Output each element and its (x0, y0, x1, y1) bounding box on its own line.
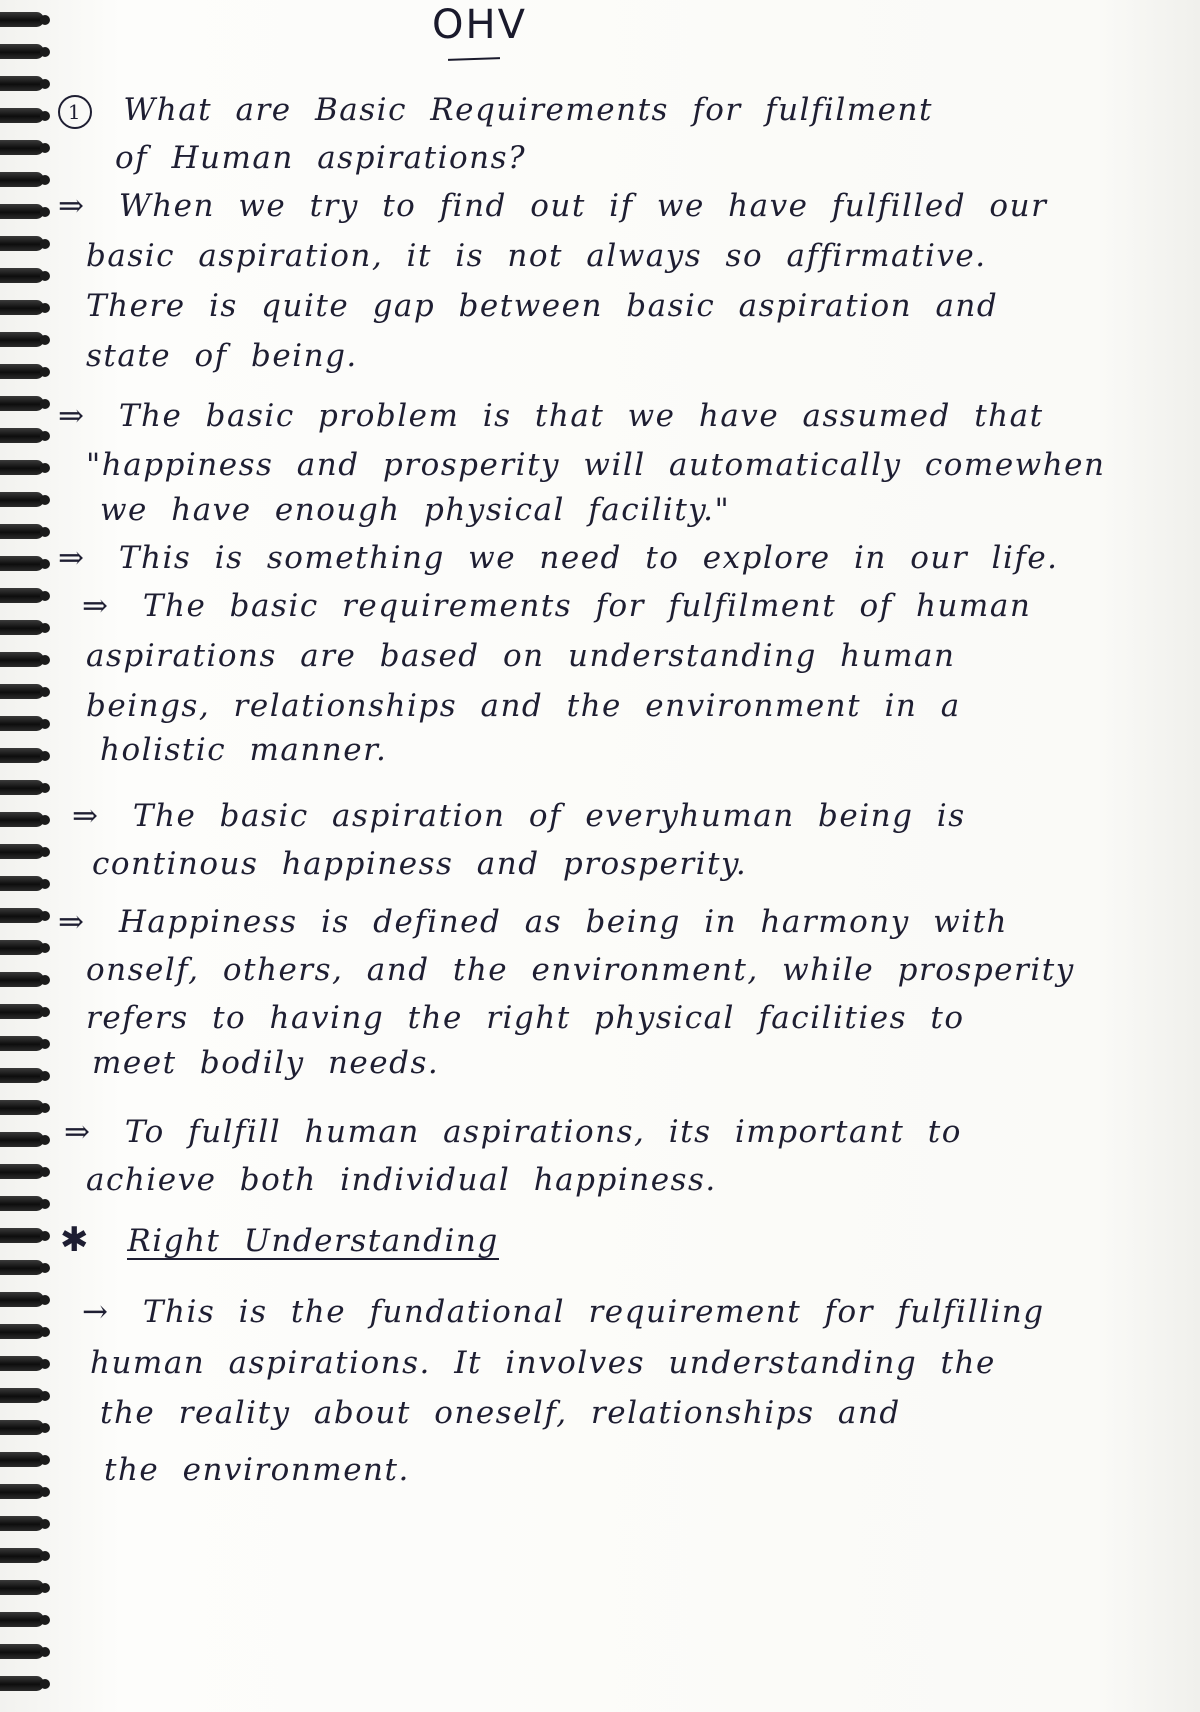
paragraph-text: This is something we need to explore in our life. (118, 540, 1059, 576)
spiral-ring (0, 716, 44, 731)
section-paragraph-line-3 (100, 1395, 901, 1431)
binding-hole (40, 271, 50, 281)
spiral-ring (0, 1260, 44, 1275)
binding-hole (40, 527, 50, 537)
paragraph-text: refers to having the right physical facilities to (86, 1000, 965, 1036)
paragraph-text: holistic manner. (100, 732, 388, 768)
spiral-ring (0, 1484, 44, 1499)
paragraph-text: The basic aspiration of everyhuman being is (132, 798, 966, 834)
spiral-ring (0, 1548, 44, 1563)
spiral-ring (0, 876, 44, 891)
binding-hole (40, 975, 50, 985)
spiral-ring (0, 1036, 44, 1051)
binding-hole (40, 559, 50, 569)
spiral-ring (0, 492, 44, 507)
spiral-ring (0, 364, 44, 379)
arrow-icon: ⇒ (58, 188, 86, 224)
spiral-ring (0, 1292, 44, 1307)
spiral-ring (0, 396, 44, 411)
binding-hole (40, 591, 50, 601)
binding-hole (40, 687, 50, 697)
arrow-icon: ⇒ (58, 398, 86, 434)
arrow-icon: ⇒ (64, 1114, 92, 1150)
spiral-ring (0, 940, 44, 955)
paragraph-text: beings, relationships and the environment in a (86, 688, 961, 724)
spiral-ring (0, 1612, 44, 1627)
binding-hole (40, 175, 50, 185)
paragraph-text: we have enough physical facility." (100, 492, 731, 528)
spiral-ring (0, 1228, 44, 1243)
question-number-badge: 1 (58, 95, 92, 129)
spiral-ring (0, 1164, 44, 1179)
spiral-binding (0, 0, 60, 1712)
paragraph-6-line-4 (92, 1045, 439, 1081)
spiral-ring (0, 844, 44, 859)
binding-hole (40, 1167, 50, 1177)
binding-hole (40, 239, 50, 249)
question-line-2 (115, 140, 526, 176)
binding-hole (40, 207, 50, 217)
spiral-ring (0, 300, 44, 315)
paragraph-text: The basic requirements for fulfilment of human (142, 588, 1032, 624)
binding-hole (40, 815, 50, 825)
spiral-ring (0, 268, 44, 283)
paragraph-6-line-3 (86, 1000, 964, 1036)
spiral-ring (0, 1004, 44, 1019)
binding-hole (40, 1583, 50, 1593)
spiral-ring (0, 1324, 44, 1339)
binding-hole (40, 399, 50, 409)
spiral-ring (0, 428, 44, 443)
paragraph-text: "happiness and prosperity will automatically comewhen (86, 447, 1106, 483)
page-title: OHV (432, 2, 527, 48)
spiral-ring (0, 748, 44, 763)
binding-hole (40, 623, 50, 633)
paragraph-7-line-2 (86, 1162, 717, 1198)
spiral-ring (0, 908, 44, 923)
binding-hole (40, 1455, 50, 1465)
spiral-ring (0, 524, 44, 539)
binding-hole (40, 1039, 50, 1049)
spiral-ring (0, 556, 44, 571)
spiral-ring (0, 1196, 44, 1211)
spiral-ring (0, 1420, 44, 1435)
paragraph-text: There is quite gap between basic aspiration and (86, 288, 999, 324)
spiral-ring (0, 1356, 44, 1371)
binding-hole (40, 463, 50, 473)
spiral-ring (0, 1580, 44, 1595)
paragraph-1-line-2 (86, 238, 987, 274)
arrow-icon: ⇒ (58, 540, 86, 576)
paragraph-4-line-3 (86, 688, 961, 724)
paragraph-text: This is the fundational requirement for fulfilling (142, 1294, 1045, 1330)
question-text: What are Basic Requirements for fulfilment (123, 92, 933, 128)
paragraph-1-line-4 (86, 338, 358, 374)
spiral-ring (0, 620, 44, 635)
binding-hole (40, 1487, 50, 1497)
binding-hole (40, 1615, 50, 1625)
paragraph-text: achieve both individual happiness. (86, 1162, 717, 1198)
spiral-ring (0, 76, 44, 91)
spiral-ring (0, 108, 44, 123)
spiral-ring (0, 236, 44, 251)
binding-hole (40, 1679, 50, 1689)
spiral-ring (0, 684, 44, 699)
binding-hole (40, 943, 50, 953)
asterisk-icon: ✱ (60, 1220, 90, 1260)
spiral-ring (0, 1132, 44, 1147)
spiral-ring (0, 780, 44, 795)
paragraph-text: the reality about oneself, relationships and (100, 1395, 901, 1431)
binding-hole (40, 1327, 50, 1337)
page-header (0, 0, 1200, 60)
arrow-icon: → (82, 1294, 110, 1330)
paragraph-7-line-1 (64, 1114, 962, 1150)
section-paragraph-line-2 (90, 1345, 996, 1381)
section-paragraph-line-1 (82, 1294, 1045, 1330)
paragraph-text: The basic problem is that we have assumed that (118, 398, 1044, 434)
binding-hole (40, 495, 50, 505)
spiral-ring (0, 588, 44, 603)
paragraph-text: the environment. (104, 1452, 410, 1488)
spiral-ring (0, 1388, 44, 1403)
paragraph-5-line-1 (72, 798, 966, 834)
paragraph-1-line-3 (86, 288, 998, 324)
spiral-ring (0, 172, 44, 187)
binding-hole (40, 1647, 50, 1657)
paragraph-text: When we try to find out if we have fulfilled our (118, 188, 1048, 224)
spiral-ring (0, 1676, 44, 1691)
binding-hole (40, 1423, 50, 1433)
paragraph-4-line-1 (82, 588, 1031, 624)
arrow-icon: ⇒ (58, 904, 86, 940)
paragraph-6-line-2 (86, 952, 1075, 988)
section-heading-line (60, 1222, 499, 1260)
spiral-ring (0, 812, 44, 827)
paragraph-text: continous happiness and prosperity. (92, 846, 748, 882)
binding-hole (40, 911, 50, 921)
spiral-ring (0, 204, 44, 219)
paragraph-text: meet bodily needs. (92, 1045, 440, 1081)
arrow-icon: ⇒ (72, 798, 100, 834)
paragraph-4-line-2 (86, 638, 955, 674)
spiral-ring (0, 460, 44, 475)
binding-hole (40, 79, 50, 89)
arrow-icon: ⇒ (82, 588, 110, 624)
binding-hole (40, 1071, 50, 1081)
binding-hole (40, 1295, 50, 1305)
spiral-ring (0, 332, 44, 347)
paragraph-text: To fulfill human aspirations, its important to (124, 1114, 962, 1150)
paragraph-3-line-1 (58, 540, 1059, 576)
binding-hole (40, 1263, 50, 1273)
binding-hole (40, 879, 50, 889)
binding-hole (40, 1199, 50, 1209)
binding-hole (40, 1551, 50, 1561)
spiral-ring (0, 140, 44, 155)
title-underline (448, 57, 500, 61)
paragraph-2-line-2 (86, 447, 1106, 483)
binding-hole (40, 1519, 50, 1529)
binding-hole (40, 751, 50, 761)
question-text: of Human aspirations? (115, 140, 527, 176)
spiral-ring (0, 652, 44, 667)
binding-hole (40, 303, 50, 313)
section-paragraph-line-4 (104, 1452, 410, 1488)
binding-hole (40, 143, 50, 153)
binding-hole (40, 335, 50, 345)
binding-hole (40, 783, 50, 793)
spiral-ring (0, 972, 44, 987)
paragraph-1-line-1 (58, 188, 1047, 224)
paragraph-text: onself, others, and the environment, while prosperity (86, 952, 1075, 988)
paragraph-text: basic aspiration, it is not always so affirmative. (86, 238, 987, 274)
paragraph-6-line-1 (58, 904, 1008, 940)
paragraph-text: aspirations are based on understanding human (86, 638, 956, 674)
binding-hole (40, 719, 50, 729)
spiral-ring (0, 1100, 44, 1115)
paragraph-text: state of being. (86, 338, 358, 374)
question-line-1 (58, 92, 933, 129)
paragraph-2-line-1 (58, 398, 1044, 434)
binding-hole (40, 1103, 50, 1113)
binding-hole (40, 1007, 50, 1017)
paragraph-5-line-2 (92, 846, 747, 882)
binding-hole (40, 367, 50, 377)
paragraph-text: human aspirations. It involves understanding the (90, 1345, 996, 1381)
binding-hole (40, 111, 50, 121)
paragraph-4-line-4 (100, 732, 387, 768)
section-heading: Right Understanding (127, 1223, 499, 1259)
spiral-ring (0, 1068, 44, 1083)
binding-hole (40, 1391, 50, 1401)
spiral-ring (0, 1644, 44, 1659)
spiral-ring (0, 1452, 44, 1467)
binding-hole (40, 1135, 50, 1145)
binding-hole (40, 655, 50, 665)
binding-hole (40, 1231, 50, 1241)
binding-hole (40, 847, 50, 857)
binding-hole (40, 431, 50, 441)
spiral-ring (0, 1516, 44, 1531)
binding-hole (40, 1359, 50, 1369)
paragraph-2-line-3 (100, 492, 730, 528)
paragraph-text: Happiness is defined as being in harmony with (118, 904, 1008, 940)
